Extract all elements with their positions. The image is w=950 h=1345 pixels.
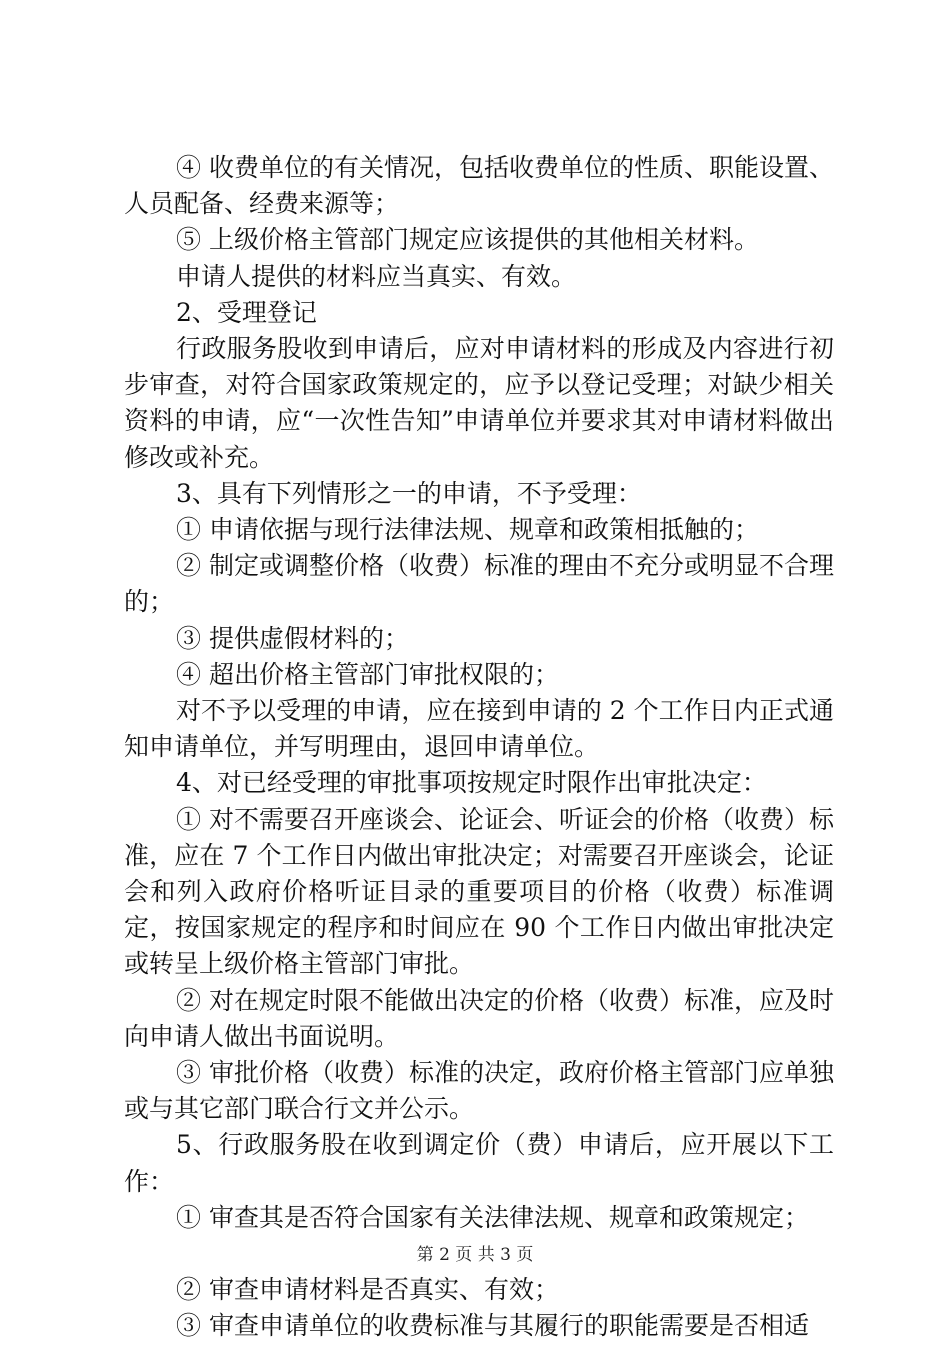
section-heading: 2、受理登记 bbox=[176, 297, 317, 327]
paragraph: ④ 超出价格主管部门审批权限的； bbox=[176, 659, 559, 689]
paragraph: 对不予以受理的申请，应在接到申请的 2 个工作日内正式通知申请单位，并写明理由，退回申请单位。 bbox=[124, 696, 834, 762]
paragraph: ② 制定或调整价格（收费）标准的理由不充分或明显不合理的； bbox=[124, 551, 834, 617]
paragraph: ③ 审批价格（收费）标准的决定，政府价格主管部门应单独或与其它部门联合行文并公示。 bbox=[124, 1058, 834, 1124]
paragraph: ⑤ 上级价格主管部门规定应该提供的其他相关材料。 bbox=[176, 225, 759, 255]
paragraph: 行政服务股收到申请后，应对申请材料的形成及内容进行初步审查，对符合国家政策规定的，应予以登记受理；对缺少相关资料的申请，应“一次性告知”申请单位并要求其对申请材料做出修改或补充。 bbox=[124, 334, 834, 472]
paragraph: ③ 审查申请单位的收费标准与其履行的职能需要是否相适 bbox=[176, 1311, 809, 1341]
section-heading: 5、行政服务股在收到调定价（费）申请后，应开展以下工作： bbox=[124, 1130, 834, 1196]
page-footer bbox=[0, 1243, 950, 1267]
page-number: 第 2 页 共 3 页 bbox=[416, 1245, 534, 1265]
section-heading: 3、具有下列情形之一的申请，不予受理： bbox=[176, 478, 642, 508]
paragraph: ④ 收费单位的有关情况，包括收费单位的性质、职能设置、人员配备、经费来源等； bbox=[124, 153, 834, 219]
section-heading: 4、对已经受理的审批事项按规定时限作出审批决定： bbox=[176, 768, 767, 798]
paragraph: ③ 提供虚假材料的； bbox=[176, 623, 409, 653]
document-body bbox=[124, 150, 834, 1345]
paragraph: ① 申请依据与现行法律法规、规章和政策相抵触的； bbox=[176, 515, 759, 545]
paragraph: ② 对在规定时限不能做出决定的价格（收费）标准，应及时向申请人做出书面说明。 bbox=[124, 985, 834, 1051]
paragraph: ① 审查其是否符合国家有关法律法规、规章和政策规定； bbox=[176, 1202, 809, 1232]
paragraph: ② 审查申请材料是否真实、有效； bbox=[176, 1275, 559, 1305]
paragraph: 申请人提供的材料应当真实、有效。 bbox=[176, 261, 577, 291]
paragraph: ① 对不需要召开座谈会、论证会、听证会的价格（收费）标准，应在 7 个工作日内做出审批决定；对需要召开座谈会，论证会和列入政府价格听证目录的重要项目的价格（收费）标准调定，按国家规定的程序和时间应在 90 个工作日内做出审批决定或转呈上级价格主管部门审批。 bbox=[124, 804, 834, 979]
